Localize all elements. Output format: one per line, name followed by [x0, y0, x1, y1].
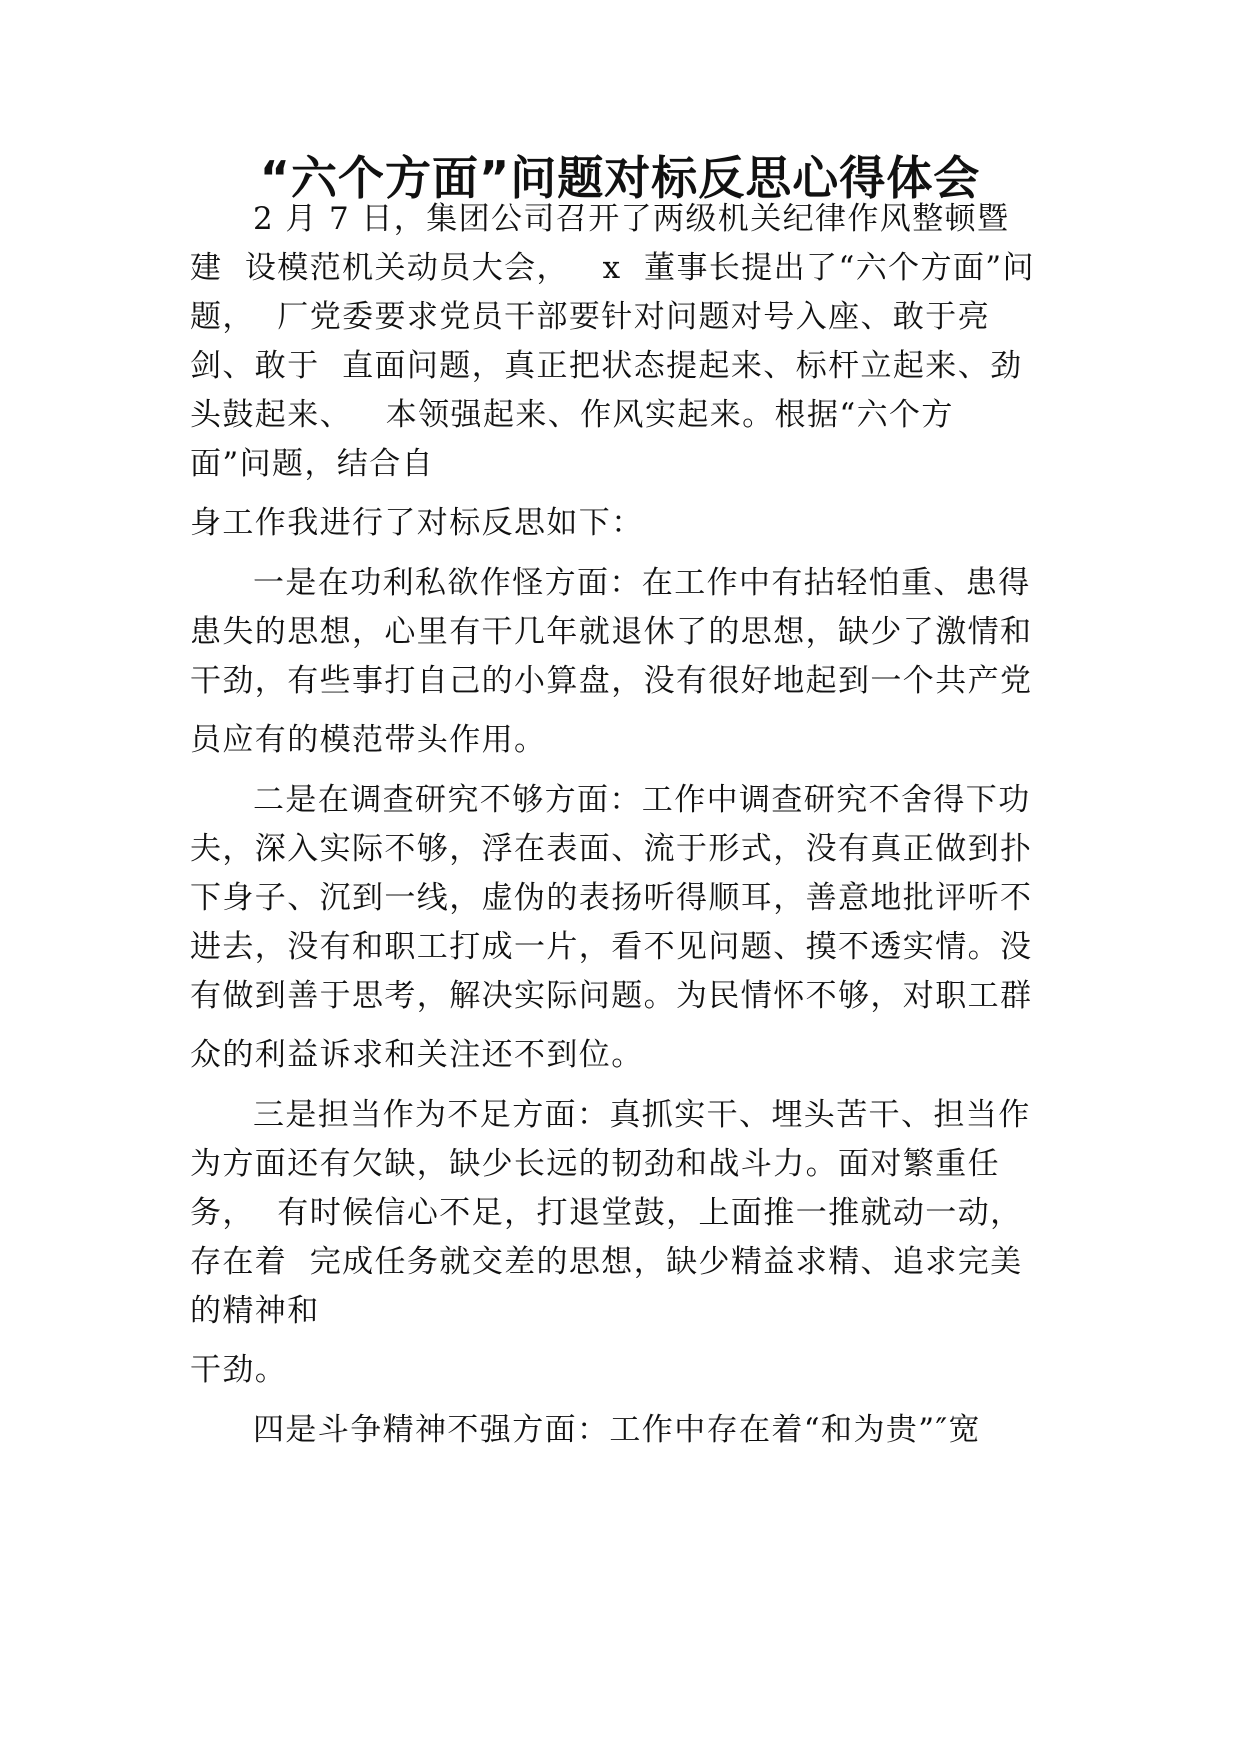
body-line: 进去，没有和职工打成一片，看不见问题、摸不透实情。没	[190, 929, 1033, 965]
body-line: 四是斗争精神不强方面：工作中存在着“和为贵”″宽	[253, 1412, 981, 1448]
body-line: 2 月 7 日，集团公司召开了两级机关纪律作风整顿暨	[253, 201, 1010, 237]
body-line: 头鼓起来、 本领强起来、作风实起来。根据“六个方	[190, 397, 954, 433]
body-line: 员应有的模范带头作用。	[190, 722, 547, 758]
body-line: 有做到善于思考，解决实际问题。为民情怀不够，对职工群	[190, 978, 1033, 1014]
body-line: 存在着 完成任务就交差的思想，缺少精益求精、追求完美	[190, 1244, 1023, 1280]
body-line: 一是在功利私欲作怪方面：在工作中有拈轻怕重、患得	[253, 565, 1031, 601]
body-line: 题， 厂党委要求党员干部要针对问题对号入座、敢于亮	[190, 299, 991, 335]
body-line: 身工作我进行了对标反思如下：	[190, 505, 644, 541]
document-title: “六个方面”问题对标反思心得体会	[259, 151, 981, 205]
body-line: 干劲，有些事打自己的小算盘，没有很好地起到一个共产党	[190, 663, 1033, 699]
body-line: 三是担当作为不足方面：真抓实干、埋头苦干、担当作	[253, 1097, 1031, 1133]
body-line: 务， 有时候信心不足，打退堂鼓，上面推一推就动一动，	[190, 1195, 1023, 1231]
body-line: 干劲。	[190, 1352, 288, 1388]
body-line: 下身子、沉到一线，虚伪的表扬听得顺耳，善意地批评听不	[190, 880, 1033, 916]
body-line: 的精神和	[190, 1293, 320, 1329]
body-line: 患失的思想，心里有干几年就退休了的思想，缺少了激情和	[190, 614, 1033, 650]
body-line: 夫，深入实际不够，浮在表面、流于形式，没有真正做到扑	[190, 831, 1033, 867]
body-line: 二是在调查研究不够方面：工作中调查研究不舍得下功	[253, 782, 1031, 818]
body-line: 面”问题，结合自	[190, 446, 435, 482]
body-line: 众的利益诉求和关注还不到位。	[190, 1037, 644, 1073]
body-line: 剑、敢于 直面问题，真正把状态提起来、标杆立起来、劲	[190, 348, 1023, 384]
body-line: 建 设模范机关动员大会， x 董事长提出了“六个方面”问	[190, 250, 1035, 286]
body-line: 为方面还有欠缺，缺少长远的韧劲和战斗力。面对繁重任	[190, 1146, 1000, 1182]
